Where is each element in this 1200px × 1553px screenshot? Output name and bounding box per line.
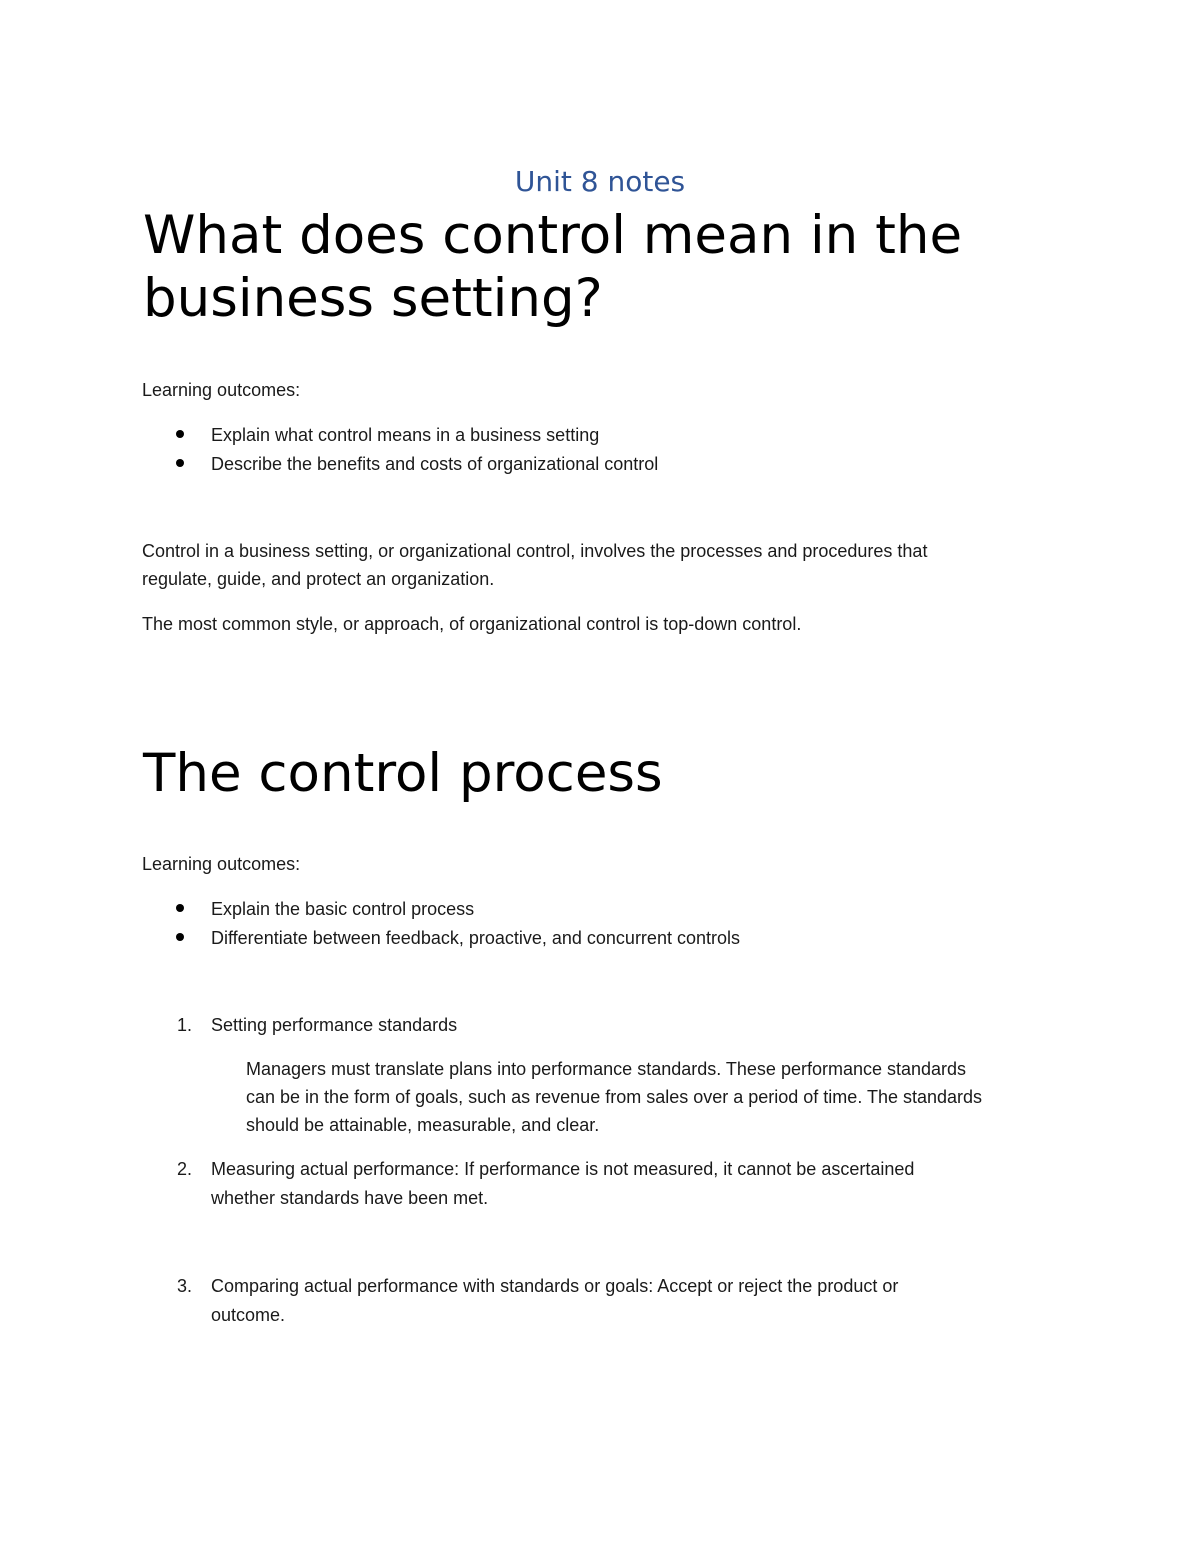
document-subtitle: Unit 8 notes [514, 165, 686, 198]
step-number: 2. [176, 1159, 192, 1179]
bullet-icon [176, 430, 184, 438]
step1-detail-line2: can be in the form of goals, such as revenue from sales over a period of time. The standards [246, 1087, 983, 1107]
section2-outcomes-label: Learning outcomes: [142, 854, 301, 874]
section1-heading-line2: business setting? [143, 268, 603, 329]
section1-heading-line1: What does control mean in the [143, 205, 963, 266]
step1-detail-line1: Managers must translate plans into performance standards. These performance standards [246, 1059, 967, 1079]
step-number: 3. [176, 1276, 192, 1296]
section1-bullet-1: Explain what control means in a business setting [211, 425, 600, 445]
section2-bullet-2: Differentiate between feedback, proactive, and concurrent controls [211, 928, 740, 948]
step2-line1: Measuring actual performance: If performance is not measured, it cannot be ascertained [211, 1159, 915, 1179]
section1-paragraph2: The most common style, or approach, of organizational control is top-down control. [142, 614, 802, 634]
section1-paragraph1-line2: regulate, guide, and protect an organization. [142, 569, 495, 589]
bullet-icon [176, 904, 184, 912]
section2-bullet-1: Explain the basic control process [211, 899, 475, 919]
section1-paragraph1-line1: Control in a business setting, or organizational control, involves the processes and procedures that [142, 541, 928, 561]
bullet-icon [176, 933, 184, 941]
step1-title: Setting performance standards [211, 1015, 458, 1035]
step1-detail-line3: should be attainable, measurable, and clear. [246, 1115, 600, 1135]
section1-bullet-2: Describe the benefits and costs of organizational control [211, 454, 659, 474]
step2-line2: whether standards have been met. [211, 1188, 489, 1208]
step-number: 1. [176, 1015, 192, 1035]
step3-line2: outcome. [211, 1305, 286, 1325]
step3-line1: Comparing actual performance with standards or goals: Accept or reject the product or [211, 1276, 899, 1296]
section2-heading: The control process [143, 743, 663, 804]
bullet-icon [176, 459, 184, 467]
section1-outcomes-label: Learning outcomes: [142, 380, 301, 400]
